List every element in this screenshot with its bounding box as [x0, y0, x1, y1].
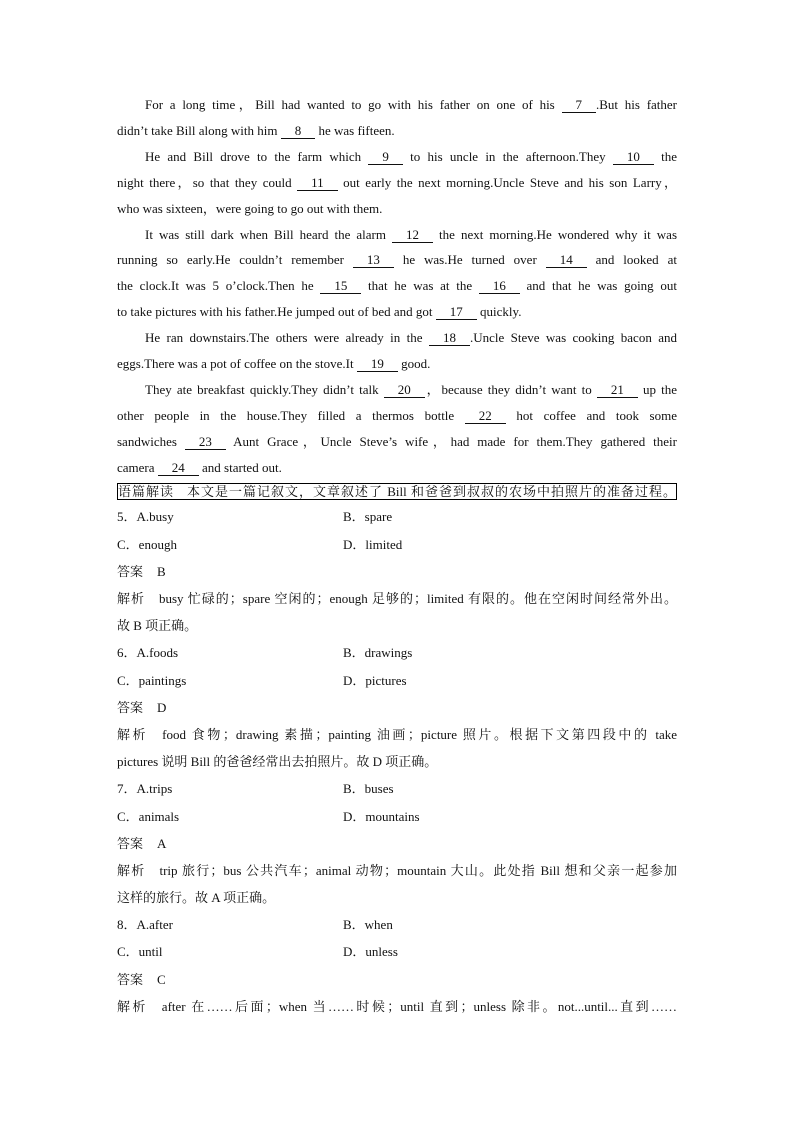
answer-label: 答案	[117, 971, 144, 987]
analysis-line	[117, 585, 677, 612]
passage-line	[117, 377, 677, 403]
analysis-line	[117, 857, 677, 884]
option-b	[343, 775, 394, 802]
passage-line	[117, 403, 677, 429]
passage-text: running so early.He couldn’t remember	[117, 252, 353, 268]
analysis-line	[117, 612, 677, 639]
option-a-text: A.busy	[136, 509, 174, 525]
analysis-text: pictures 说明 Bill 的爸爸经常出去拍照片。故 D 项正确。	[117, 754, 438, 770]
passage-text: out early the next morning.Uncle Steve and his son Larry，	[337, 174, 677, 190]
passage-text: They ate breakfast quickly.They didn’t talk	[145, 381, 384, 397]
options-row	[117, 938, 677, 965]
option-b	[343, 911, 393, 938]
analysis-text: trip 旅行；bus 公共汽车；animal 动物；mountain 大山。此处指 Bill 想和父亲一起参加	[159, 862, 677, 878]
option-c	[117, 531, 343, 558]
passage-line	[117, 351, 677, 377]
analysis-label: 解析	[117, 590, 145, 606]
question-5	[117, 503, 677, 639]
answer-label: 答案	[117, 835, 144, 851]
passage-text: to his uncle in the afternoon.They	[402, 148, 613, 164]
passage-text: He ran downstairs.The others were already in the	[145, 330, 429, 346]
analysis-text: busy 忙碌的；spare 空闲的；enough 足够的；limited 有限的。他在空闲时间经常外出。	[159, 590, 677, 606]
passage-text: good.	[397, 356, 431, 372]
option-b-text: B．drawings	[343, 645, 413, 661]
question-number: 5．	[117, 509, 137, 525]
passage-text: For a long time，Bill had wanted to go with his father on one of his	[145, 97, 562, 112]
blank-9: 9	[368, 150, 403, 165]
passage-line	[117, 455, 677, 481]
option-d-text: D．unless	[343, 944, 398, 960]
question-8	[117, 911, 677, 1020]
passage-text: .But his father	[596, 97, 678, 112]
options-row	[117, 531, 677, 558]
passage-line	[117, 144, 677, 170]
blank-12: 12	[392, 228, 433, 243]
option-c	[117, 667, 343, 694]
blank-20: 20	[384, 383, 425, 398]
passage-text: camera	[117, 459, 158, 475]
option-b	[343, 639, 412, 666]
option-c	[117, 938, 343, 965]
passage-text: hot coffee and took some	[505, 407, 677, 423]
passage-text: eggs.There was a pot of coffee on the stove.It	[117, 356, 357, 372]
option-b	[343, 503, 392, 530]
blank-22: 22	[465, 409, 506, 424]
option-d	[343, 667, 407, 694]
blank-14: 14	[546, 253, 587, 268]
passage-text: sandwiches	[117, 433, 185, 449]
option-d-text: D．mountains	[343, 808, 420, 824]
option-d-text: D．pictures	[343, 672, 407, 688]
passage-text: he was fifteen.	[315, 122, 395, 138]
analysis-text: food 食物；drawing 素描；painting 油画；picture 照片。根据下文第四段中的 take	[162, 726, 677, 742]
blank-7: 7	[562, 98, 597, 113]
passage-text: .Uncle Steve was cooking bacon and	[469, 330, 677, 346]
analysis-text: after 在……后面；when 当……时候；until 直到；unless 除非。not...until...直到……	[161, 998, 677, 1014]
paragraph-5	[117, 377, 677, 481]
questions-list	[117, 503, 677, 1020]
question-number: 6．	[117, 645, 137, 661]
option-c-text: C．paintings	[117, 672, 187, 688]
passage-text: ，because they didn’t want to	[424, 381, 597, 397]
passage-text: that he was at the	[361, 278, 479, 294]
passage-text: the clock.It was 5 o’clock.Then he	[117, 278, 321, 294]
analysis-line	[117, 993, 677, 1020]
passage-text: He and Bill drove to the farm which	[145, 148, 369, 164]
reading-note-box	[117, 483, 677, 500]
passage-text: and that he was going out	[519, 278, 677, 294]
answer-value: A	[157, 835, 167, 851]
options-row	[117, 911, 677, 938]
analysis-line	[117, 748, 677, 775]
answer-label: 答案	[117, 563, 144, 579]
passage-text: the next morning.He wondered why it was	[433, 226, 678, 242]
passage-line	[117, 429, 677, 455]
passage-line	[117, 325, 677, 351]
option-b-text: B．buses	[343, 781, 394, 797]
option-b-text: B．spare	[343, 509, 393, 525]
answer	[117, 966, 677, 993]
answer-value: B	[157, 563, 166, 579]
blank-13: 13	[353, 253, 394, 268]
analysis-label: 解析	[117, 862, 146, 878]
passage-text: the	[653, 148, 677, 164]
answer	[117, 558, 677, 585]
analysis-label: 解析	[117, 998, 148, 1014]
analysis-line	[117, 721, 677, 748]
options-row	[117, 639, 677, 666]
option-c-text: C．enough	[117, 536, 177, 552]
option-a-text: A.foods	[136, 645, 179, 661]
answer-value: C	[157, 971, 166, 987]
paragraph-4	[117, 325, 677, 377]
options-row	[117, 803, 677, 830]
passage-text: night there，so that they could	[117, 174, 298, 190]
paragraph-2	[117, 144, 677, 222]
blank-24: 24	[158, 461, 199, 476]
passage-text: Aunt Grace，Uncle Steve’s wife，had made for them.They gathered their	[225, 433, 677, 449]
analysis-text: 这样的旅行。故 A 项正确。	[117, 890, 276, 906]
passage-text: and looked at	[586, 252, 677, 268]
passage-text: up the	[637, 381, 677, 397]
analysis-line	[117, 884, 677, 911]
blank-23: 23	[185, 435, 226, 450]
option-a	[117, 639, 343, 666]
paragraph-3	[117, 222, 677, 326]
passage-line	[117, 299, 677, 325]
options-row	[117, 667, 677, 694]
analysis-text: 故 B 项正确。	[117, 618, 198, 634]
blank-18: 18	[429, 331, 470, 346]
option-a	[117, 503, 343, 530]
blank-16: 16	[479, 279, 520, 294]
answer-value: D	[157, 699, 167, 715]
option-d	[343, 938, 398, 965]
passage-line	[117, 118, 677, 144]
answer	[117, 694, 677, 721]
reading-note-label: 语篇解读	[118, 484, 174, 499]
options-row	[117, 503, 677, 530]
option-a	[117, 911, 343, 938]
passage-line	[117, 170, 677, 196]
cloze-passage	[117, 92, 677, 481]
option-a	[117, 775, 343, 802]
answer	[117, 830, 677, 857]
blank-17: 17	[436, 305, 477, 320]
option-d-text: D．limited	[343, 536, 403, 552]
option-b-text: B．when	[343, 917, 393, 933]
passage-text: and started out.	[198, 459, 282, 475]
passage-text: It was still dark when Bill heard the alarm	[145, 226, 393, 242]
blank-19: 19	[357, 357, 398, 372]
answer-label: 答案	[117, 699, 144, 715]
passage-line	[117, 273, 677, 299]
question-number: 7．	[117, 781, 137, 797]
passage-text: quickly.	[476, 304, 522, 320]
option-d	[343, 803, 420, 830]
blank-8: 8	[281, 124, 316, 139]
analysis-label: 解析	[117, 726, 149, 742]
blank-11: 11	[297, 176, 338, 191]
passage-line	[117, 92, 677, 118]
blank-10: 10	[613, 150, 654, 165]
options-row	[117, 775, 677, 802]
blank-21: 21	[597, 383, 638, 398]
option-a-text: A.trips	[136, 781, 173, 797]
option-d	[343, 531, 402, 558]
passage-text: who was sixteen，were going to go out with them.	[117, 200, 383, 216]
reading-note-text: 本文是一篇记叙文，文章叙述了 Bill 和爸爸到叔叔的农场中拍照片的准备过程。	[187, 484, 676, 499]
passage-line	[117, 247, 677, 273]
question-number: 8．	[117, 917, 137, 933]
option-c-text: C．until	[117, 944, 163, 960]
passage-line	[117, 196, 677, 222]
blank-15: 15	[320, 279, 361, 294]
option-c	[117, 803, 343, 830]
passage-line	[117, 222, 677, 248]
option-a-text: A.after	[136, 917, 173, 933]
option-c-text: C．animals	[117, 808, 180, 824]
question-7	[117, 775, 677, 911]
passage-text: didn’t take Bill along with him	[117, 122, 281, 138]
paragraph-1	[117, 92, 677, 144]
passage-text: other people in the house.They filled a thermos bottle	[117, 407, 465, 423]
question-6	[117, 639, 677, 775]
passage-text: he was.He turned over	[393, 252, 546, 268]
passage-text: to take pictures with his father.He jumped out of bed and got	[117, 304, 436, 320]
